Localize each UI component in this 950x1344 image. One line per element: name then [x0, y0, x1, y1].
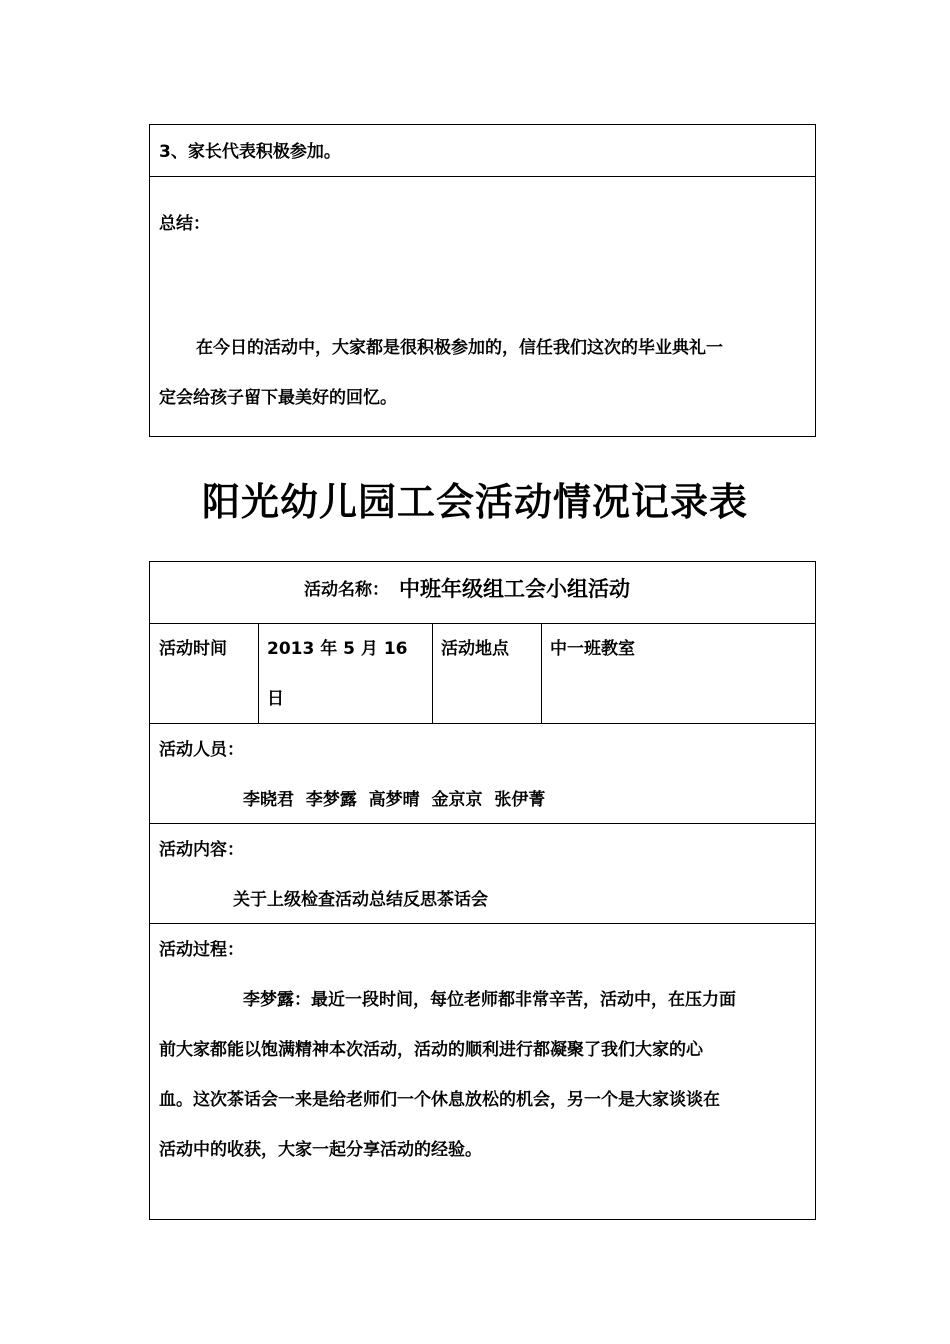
activity-process-label: 活动过程：	[159, 940, 244, 960]
activity-name-value: 中班年级组工会小组活动	[399, 577, 630, 601]
page-title: 阳光幼儿园工会活动情况记录表	[201, 480, 748, 524]
summary-label: 总结：	[159, 214, 210, 234]
activity-time-value-2: 日	[267, 689, 284, 709]
row-divider	[150, 923, 815, 924]
item-3-text: 3、家长代表积极参加。	[159, 142, 341, 162]
row-divider	[150, 623, 815, 624]
activity-process-line-1: 李梦露：最近一段时间，每位老师都非常辛苦，活动中，在压力面	[243, 990, 736, 1010]
activity-time-label: 活动时间	[159, 639, 227, 659]
col-divider	[432, 623, 433, 723]
activity-content-label: 活动内容：	[159, 840, 244, 860]
activity-content-value: 关于上级检查活动总结反思茶话会	[233, 890, 488, 910]
activity-time-value-1: 2013 年 5 月 16	[267, 639, 408, 659]
activity-members-value: 李晓君 李梦露 高梦晴 金京京 张伊菁	[243, 790, 546, 810]
summary-line-1: 在今日的活动中，大家都是很积极参加的，信任我们这次的毕业典礼一	[196, 338, 723, 358]
activity-members-label: 活动人员：	[159, 740, 244, 760]
activity-process-line-4: 活动中的收获，大家一起分享活动的经验。	[159, 1140, 482, 1160]
row-divider	[150, 823, 815, 824]
activity-process-line-3: 血。这次茶话会一来是给老师们一个休息放松的机会，另一个是大家谈谈在	[159, 1090, 720, 1110]
activity-place-label: 活动地点	[441, 639, 509, 659]
col-divider	[541, 623, 542, 723]
activity-place-value: 中一班教室	[550, 639, 635, 659]
activity-name-label: 活动名称：	[304, 580, 389, 600]
summary-line-2: 定会给孩子留下最美好的回忆。	[159, 388, 397, 408]
activity-process-line-2: 前大家都能以饱满精神本次活动，活动的顺利进行都凝聚了我们大家的心	[159, 1040, 703, 1060]
col-divider	[258, 623, 259, 723]
row-divider	[150, 723, 815, 724]
row-divider	[150, 176, 815, 177]
